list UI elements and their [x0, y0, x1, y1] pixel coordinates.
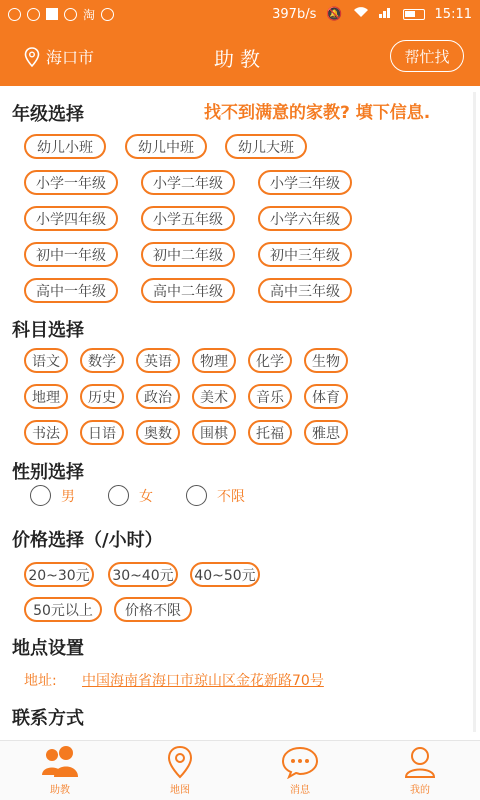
minus-circle-icon — [101, 8, 114, 21]
app-grid-icon — [46, 8, 58, 20]
grade-section-title: 年级选择 — [12, 104, 84, 125]
qq-icon — [8, 8, 21, 21]
gender-option-female[interactable]: 女 — [108, 485, 186, 506]
scrollbar[interactable] — [473, 92, 476, 732]
tab-tutor[interactable]: 助教 — [0, 741, 120, 800]
clock: 15:11 — [434, 6, 472, 22]
grade-chip[interactable]: 幼儿中班 — [125, 134, 207, 159]
subject-chip[interactable]: 围棋 — [192, 420, 236, 445]
subject-chip[interactable]: 政治 — [136, 384, 180, 409]
page-title: 助教 — [214, 47, 266, 71]
tab-messages[interactable]: 消息 — [240, 741, 360, 800]
person-icon — [403, 745, 437, 779]
grade-chip[interactable]: 小学一年级 — [24, 170, 118, 195]
network-speed: 397b/s — [272, 6, 317, 22]
bottom-tab-bar — [0, 740, 480, 800]
grade-chip[interactable]: 小学五年级 — [141, 206, 235, 231]
radio-circle[interactable] — [108, 485, 129, 506]
grade-chip[interactable]: 幼儿小班 — [24, 134, 106, 159]
map-pin-icon — [166, 745, 194, 779]
grade-chip[interactable]: 初中二年级 — [141, 242, 235, 267]
price-chip[interactable]: 20~30元 — [24, 562, 94, 587]
taobao-icon: 淘 — [83, 7, 96, 22]
subject-chip[interactable]: 书法 — [24, 420, 68, 445]
wifi-icon — [353, 6, 369, 22]
grade-chip[interactable]: 幼儿大班 — [225, 134, 307, 159]
subject-chip[interactable]: 数学 — [80, 348, 124, 373]
subject-chip[interactable]: 地理 — [24, 384, 68, 409]
help-find-button[interactable]: 帮忙找 — [390, 40, 464, 72]
mute-icon: 🔕 — [326, 6, 343, 22]
subject-chip[interactable]: 化学 — [248, 348, 292, 373]
subject-section-title: 科目选择 — [12, 320, 84, 341]
grade-chip[interactable]: 初中一年级 — [24, 242, 118, 267]
radio-circle[interactable] — [186, 485, 207, 506]
grade-chip[interactable]: 高中二年级 — [141, 278, 235, 303]
gender-option-male[interactable]: 男 — [30, 485, 108, 506]
subject-chip[interactable]: 语文 — [24, 348, 68, 373]
grade-chip[interactable]: 高中三年级 — [258, 278, 352, 303]
chat-bubble-icon — [281, 745, 319, 779]
tab-map[interactable]: 地图 — [120, 741, 240, 800]
location-section-title: 地点设置 — [12, 638, 84, 659]
signal-icon — [379, 6, 393, 22]
grade-chip[interactable]: 小学三年级 — [258, 170, 352, 195]
main-content[interactable] — [0, 86, 480, 740]
address-label: 地址: — [24, 673, 57, 689]
location-city: 海口市 — [46, 48, 95, 67]
gender-option-any[interactable]: 不限 — [186, 485, 264, 506]
promo-text[interactable]: 找不到满意的家教? 填下信息. — [204, 103, 431, 123]
radio-circle[interactable] — [30, 485, 51, 506]
subject-chip[interactable]: 美术 — [192, 384, 236, 409]
status-bar — [0, 0, 480, 28]
subject-chip[interactable]: 英语 — [136, 348, 180, 373]
grade-chip[interactable]: 小学六年级 — [258, 206, 352, 231]
globe-icon — [64, 8, 77, 21]
subject-chip[interactable]: 历史 — [80, 384, 124, 409]
subject-chip[interactable]: 雅思 — [304, 420, 348, 445]
price-chip[interactable]: 40~50元 — [190, 562, 260, 587]
subject-chip[interactable]: 托福 — [248, 420, 292, 445]
app-bar — [0, 28, 480, 86]
users-icon — [40, 745, 80, 779]
gender-section-title: 性别选择 — [12, 462, 84, 483]
price-chip[interactable]: 30~40元 — [108, 562, 178, 587]
address-link[interactable]: 中国海南省海口市琼山区金花新路70号 — [82, 673, 324, 689]
tab-profile[interactable]: 我的 — [360, 741, 480, 800]
price-chip[interactable]: 价格不限 — [114, 597, 192, 622]
price-chip[interactable]: 50元以上 — [24, 597, 102, 622]
grade-chip[interactable]: 小学二年级 — [141, 170, 235, 195]
contact-section-title: 联系方式 — [12, 708, 84, 729]
price-section-title: 价格选择（/小时） — [12, 530, 163, 551]
grade-chip[interactable]: 初中三年级 — [258, 242, 352, 267]
status-icons — [8, 6, 114, 23]
grade-chip[interactable]: 小学四年级 — [24, 206, 118, 231]
subject-chip[interactable]: 音乐 — [248, 384, 292, 409]
subject-chip[interactable]: 物理 — [192, 348, 236, 373]
subject-chip[interactable]: 奥数 — [136, 420, 180, 445]
weibo-icon — [27, 8, 40, 21]
subject-chip[interactable]: 生物 — [304, 348, 348, 373]
subject-chip[interactable]: 体育 — [304, 384, 348, 409]
grade-chip[interactable]: 高中一年级 — [24, 278, 118, 303]
battery-icon — [403, 9, 425, 20]
gender-radio-group — [30, 485, 264, 506]
subject-chip[interactable]: 日语 — [80, 420, 124, 445]
